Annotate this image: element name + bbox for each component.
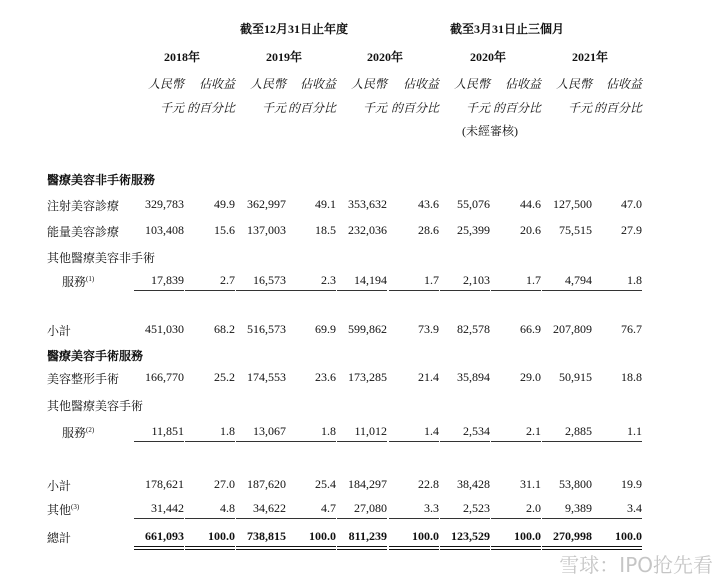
percent-cell: 31.1 — [520, 477, 541, 491]
table-row — [0, 347, 721, 365]
row-label — [47, 477, 71, 494]
percent-cell: 68.2 — [214, 322, 235, 336]
column-subheader: 的百分比 — [287, 101, 336, 115]
amount-cell: 353,632 — [348, 197, 387, 211]
period-year-header: 截至12月31日止年度 — [240, 22, 349, 36]
percent-cell: 1.8 — [286, 424, 336, 442]
footnote-marker: (3) — [71, 503, 80, 511]
row-label-text: 其他醫療美容手術 — [47, 399, 144, 413]
amount-cell: 50,915 — [559, 370, 592, 384]
row-label — [47, 249, 155, 266]
percent-cell: 29.0 — [520, 370, 541, 384]
row-label-text: 注射美容診療 — [47, 199, 120, 213]
table-row — [0, 249, 721, 267]
percent-cell: 49.1 — [315, 197, 336, 211]
amount-cell: 599,862 — [348, 322, 387, 336]
column-subheader: 人民幣 — [249, 77, 286, 91]
amount-cell: 25,399 — [457, 223, 490, 237]
row-label-text: 總計 — [47, 531, 72, 545]
footnote-marker: (1) — [86, 275, 95, 283]
amount-cell: 270,998 — [542, 529, 592, 550]
amount-cell: 451,030 — [145, 322, 184, 336]
percent-cell: 28.6 — [418, 223, 439, 237]
percent-cell: 1.8 — [592, 273, 642, 291]
column-subheader: 人民幣 — [453, 77, 490, 91]
amount-cell: 9,389 — [542, 501, 592, 519]
percent-cell: 43.6 — [418, 197, 439, 211]
percent-cell: 2.1 — [491, 424, 541, 442]
percent-cell: 100.0 — [185, 529, 235, 550]
percent-cell: 100.0 — [389, 529, 439, 550]
row-label — [62, 273, 94, 290]
unaudited-note: (未經審核) — [462, 124, 518, 138]
column-subheader: 的百分比 — [593, 101, 642, 115]
amount-cell: 173,285 — [348, 370, 387, 384]
amount-cell: 11,012 — [337, 424, 387, 442]
column-subheader: 的百分比 — [186, 101, 235, 115]
amount-cell: 53,800 — [559, 477, 592, 491]
amount-cell: 2,103 — [440, 273, 490, 291]
amount-cell: 17,839 — [134, 273, 184, 291]
column-subheader: 的百分比 — [492, 101, 541, 115]
row-label — [47, 223, 119, 240]
amount-cell: 811,239 — [337, 529, 387, 550]
percent-cell: 47.0 — [621, 197, 642, 211]
column-subheader: 千元 — [261, 101, 286, 115]
percent-cell: 2.0 — [491, 501, 541, 519]
amount-cell: 34,622 — [236, 501, 286, 519]
row-label — [47, 501, 79, 518]
amount-cell: 35,894 — [457, 370, 490, 384]
percent-cell: 1.8 — [185, 424, 235, 442]
percent-cell: 3.3 — [389, 501, 439, 519]
amount-cell: 38,428 — [457, 477, 490, 491]
row-label — [47, 322, 71, 339]
table-row — [0, 171, 721, 189]
amount-cell: 103,408 — [145, 223, 184, 237]
column-subheader: 佔收益 — [605, 77, 642, 91]
amount-cell: 184,297 — [348, 477, 387, 491]
column-subheader: 佔收益 — [198, 77, 235, 91]
row-label — [47, 370, 119, 387]
period-quarter-header: 截至3月31日止三個月 — [450, 22, 565, 36]
amount-cell: 11,851 — [134, 424, 184, 442]
percent-cell: 2.3 — [286, 273, 336, 291]
row-label — [62, 424, 94, 441]
row-label-text: 能量美容診療 — [47, 225, 120, 239]
column-subheader: 人民幣 — [555, 77, 592, 91]
amount-cell: 82,578 — [457, 322, 490, 336]
percent-cell: 2.7 — [185, 273, 235, 291]
amount-cell: 55,076 — [457, 197, 490, 211]
percent-cell: 3.4 — [592, 501, 642, 519]
percent-cell: 100.0 — [491, 529, 541, 550]
amount-cell: 16,573 — [236, 273, 286, 291]
row-label-text: 服務 — [62, 426, 87, 440]
row-label — [47, 197, 119, 214]
table-row — [0, 197, 721, 215]
percent-cell: 27.0 — [214, 477, 235, 491]
percent-cell: 27.9 — [621, 223, 642, 237]
column-subheader: 千元 — [567, 101, 592, 115]
percent-cell: 44.6 — [520, 197, 541, 211]
percent-cell: 100.0 — [286, 529, 336, 550]
column-subheader: 千元 — [159, 101, 184, 115]
amount-cell: 137,003 — [247, 223, 286, 237]
amount-cell: 174,553 — [247, 370, 286, 384]
year-header: 2019年 — [266, 50, 303, 64]
percent-cell: 1.1 — [592, 424, 642, 442]
row-label-text: 其他 — [47, 503, 72, 517]
table-row — [0, 223, 721, 241]
row-label — [47, 397, 143, 414]
percent-cell: 4.8 — [185, 501, 235, 519]
amount-cell: 31,442 — [134, 501, 184, 519]
amount-cell: 27,080 — [337, 501, 387, 519]
percent-cell: 100.0 — [592, 529, 642, 550]
percent-cell: 73.9 — [418, 322, 439, 336]
table-row — [0, 397, 721, 415]
percent-cell: 23.6 — [315, 370, 336, 384]
row-label-text: 其他醫療美容非手術 — [47, 251, 156, 265]
table-row — [0, 424, 721, 442]
row-label-text: 服務 — [62, 275, 87, 289]
amount-cell: 232,036 — [348, 223, 387, 237]
percent-cell: 49.9 — [214, 197, 235, 211]
amount-cell: 661,093 — [134, 529, 184, 550]
column-subheader: 的百分比 — [390, 101, 439, 115]
row-label — [47, 347, 143, 364]
watermark: 雪球：IPO抢先看 — [559, 553, 713, 577]
amount-cell: 329,783 — [145, 197, 184, 211]
table-row — [0, 273, 721, 291]
percent-cell: 1.7 — [389, 273, 439, 291]
amount-cell: 2,885 — [542, 424, 592, 442]
table-row — [0, 529, 721, 547]
amount-cell: 738,815 — [236, 529, 286, 550]
amount-cell: 2,534 — [440, 424, 490, 442]
column-subheader: 千元 — [362, 101, 387, 115]
amount-cell: 127,500 — [553, 197, 592, 211]
amount-cell: 187,620 — [247, 477, 286, 491]
percent-cell: 22.8 — [418, 477, 439, 491]
amount-cell: 4,794 — [542, 273, 592, 291]
table-row — [0, 477, 721, 495]
row-label-text: 醫療美容非手術服務 — [47, 173, 156, 187]
year-header: 2020年 — [470, 50, 507, 64]
row-label-text: 小計 — [47, 324, 72, 338]
percent-cell: 19.9 — [621, 477, 642, 491]
table-row — [0, 501, 721, 519]
column-subheader: 佔收益 — [402, 77, 439, 91]
row-label-text: 美容整形手術 — [47, 372, 120, 386]
percent-cell: 18.8 — [621, 370, 642, 384]
amount-cell: 123,529 — [440, 529, 490, 550]
amount-cell: 362,997 — [247, 197, 286, 211]
year-header: 2021年 — [572, 50, 609, 64]
percent-cell: 1.4 — [389, 424, 439, 442]
row-label-text: 小計 — [47, 479, 72, 493]
percent-cell: 15.6 — [214, 223, 235, 237]
amount-cell: 207,809 — [553, 322, 592, 336]
column-subheader: 人民幣 — [350, 77, 387, 91]
column-subheader: 佔收益 — [299, 77, 336, 91]
percent-cell: 21.4 — [418, 370, 439, 384]
amount-cell: 14,194 — [337, 273, 387, 291]
percent-cell: 66.9 — [520, 322, 541, 336]
row-label — [47, 171, 155, 188]
year-header: 2018年 — [164, 50, 201, 64]
column-subheader: 千元 — [465, 101, 490, 115]
amount-cell: 2,523 — [440, 501, 490, 519]
table-row — [0, 322, 721, 340]
amount-cell: 13,067 — [236, 424, 286, 442]
row-label — [47, 529, 71, 546]
percent-cell: 76.7 — [621, 322, 642, 336]
amount-cell: 516,573 — [247, 322, 286, 336]
percent-cell: 1.7 — [491, 273, 541, 291]
percent-cell: 18.5 — [315, 223, 336, 237]
year-header: 2020年 — [367, 50, 404, 64]
column-subheader: 人民幣 — [147, 77, 184, 91]
percent-cell: 4.7 — [286, 501, 336, 519]
percent-cell: 69.9 — [315, 322, 336, 336]
amount-cell: 166,770 — [145, 370, 184, 384]
amount-cell: 178,621 — [145, 477, 184, 491]
percent-cell: 20.6 — [520, 223, 541, 237]
table-row — [0, 370, 721, 388]
footnote-marker: (2) — [86, 426, 95, 434]
row-label-text: 醫療美容手術服務 — [47, 349, 144, 363]
column-subheader: 佔收益 — [504, 77, 541, 91]
percent-cell: 25.4 — [315, 477, 336, 491]
percent-cell: 25.2 — [214, 370, 235, 384]
amount-cell: 75,515 — [559, 223, 592, 237]
